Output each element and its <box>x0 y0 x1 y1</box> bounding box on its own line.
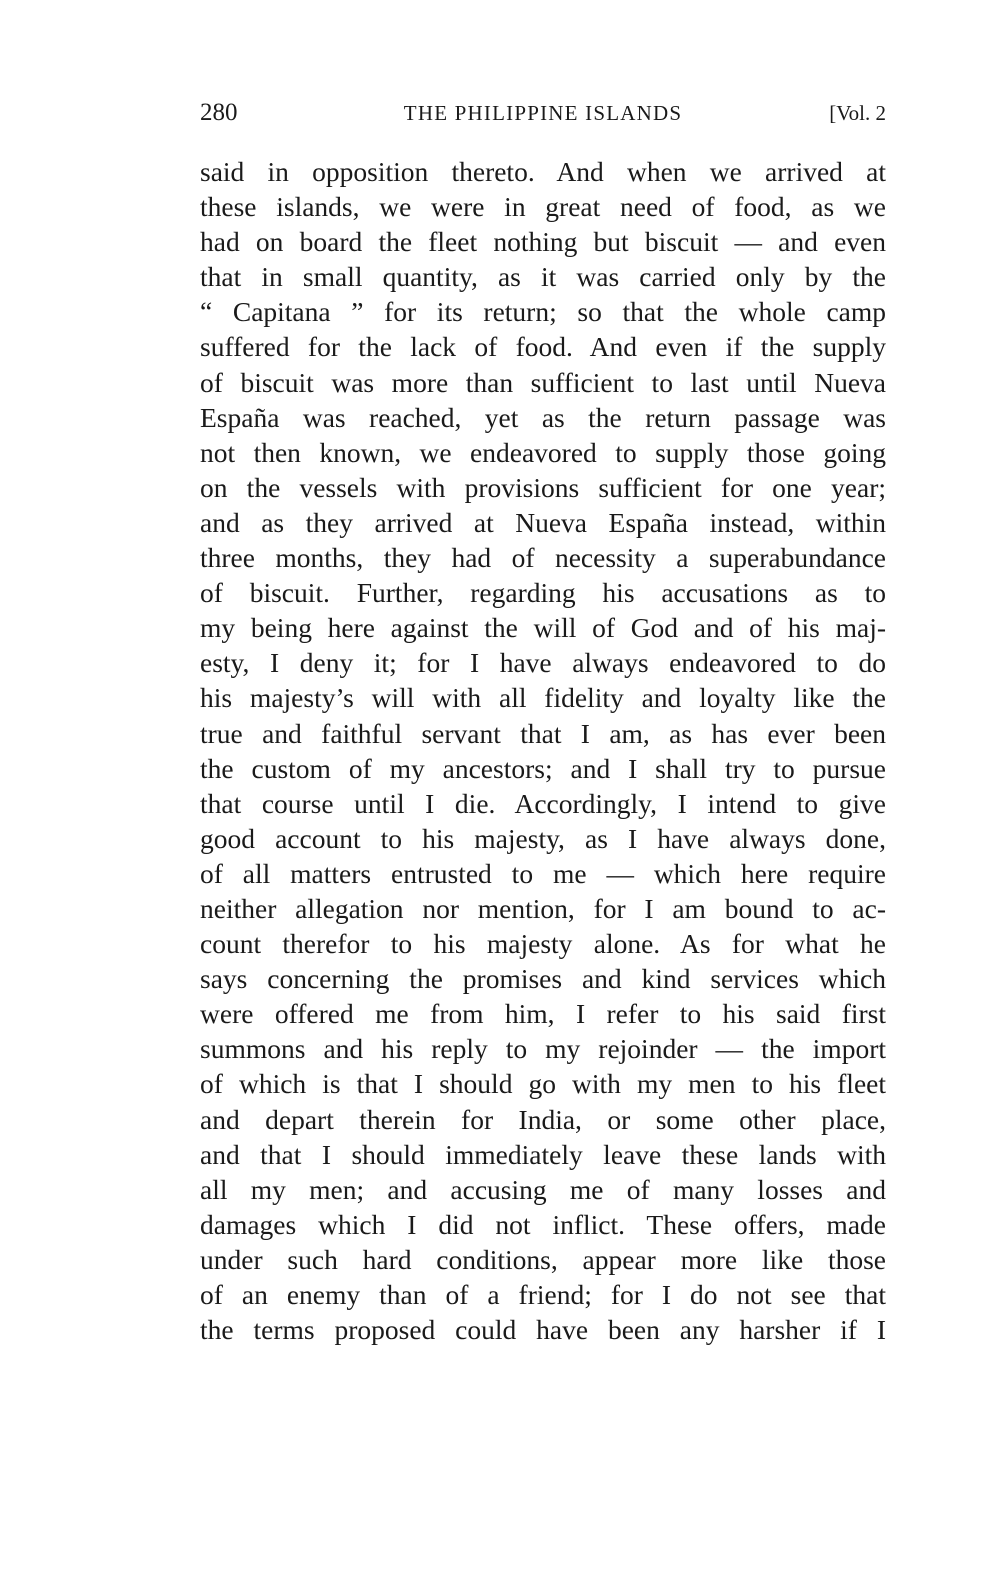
text-line: on the vessels with provisions sufficient for one year; <box>200 471 886 503</box>
text-line: and as they arrived at Nueva España instead, within <box>200 506 886 538</box>
text-line: good account to his majesty, as I have always done, <box>200 822 886 854</box>
text-line: were offered me from him, I refer to his said first <box>200 998 886 1030</box>
text-line: all my men; and accusing me of many losses and <box>200 1173 886 1205</box>
text-line: España was reached, yet as the return passage was <box>200 401 886 433</box>
text-line: of biscuit. Further, regarding his accusations as to <box>200 577 886 609</box>
text-line: the terms proposed could have been any harsher if I <box>200 1314 886 1346</box>
text-line: of all matters entrusted to me — which here require <box>200 857 886 889</box>
text-line: damages which I did not inflict. These offers, made <box>200 1208 886 1240</box>
text-line: said in opposition thereto. And when we arrived at <box>200 156 886 187</box>
text-line: summons and his reply to my rejoinder — the import <box>200 1033 886 1065</box>
text-line: count therefor to his majesty alone. As for what he <box>200 928 886 960</box>
text-line: of which is that I should go with my men to his fleet <box>200 1068 886 1100</box>
text-line: suffered for the lack of food. And even if the supply <box>200 331 886 363</box>
body-text <box>200 154 886 1347</box>
text-line: and depart therein for India, or some other place, <box>200 1103 886 1135</box>
page-number: 280 <box>200 99 238 126</box>
text-line: and that I should immediately leave these lands with <box>200 1138 886 1170</box>
text-line: “ Capitana ” for its return; so that the whole camp <box>200 296 886 328</box>
running-title: THE PHILIPPINE ISLANDS <box>403 101 683 125</box>
text-line: my being here against the will of God and of his maj- <box>200 612 886 644</box>
text-line: that course until I die. Accordingly, I intend to give <box>200 787 886 819</box>
volume-label: [Vol. 2 <box>829 101 886 125</box>
text-line: three months, they had of necessity a superabundance <box>200 542 886 574</box>
text-line: says concerning the promises and kind services which <box>200 963 886 995</box>
text-line: neither allegation nor mention, for I am bound to ac- <box>200 892 886 924</box>
text-line: that in small quantity, as it was carried only by the <box>200 261 886 293</box>
text-line: these islands, we were in great need of food, as we <box>200 191 886 223</box>
text-line: the custom of my ancestors; and I shall try to pursue <box>200 752 886 784</box>
text-line: true and faithful servant that I am, as has ever been <box>200 717 886 749</box>
text-line: his majesty’s will with all fidelity and loyalty like the <box>200 682 886 714</box>
text-line: of biscuit was more than sufficient to last until Nueva <box>200 366 886 398</box>
text-line: under such hard conditions, appear more like those <box>200 1243 886 1275</box>
text-line: of an enemy than of a friend; for I do not see that <box>200 1279 886 1310</box>
text-line: not then known, we endeavored to supply those going <box>200 436 886 468</box>
running-head <box>200 97 886 129</box>
text-line: esty, I deny it; for I have always endeavored to do <box>200 647 886 679</box>
text-line: had on board the fleet nothing but biscuit — and even <box>200 226 886 258</box>
